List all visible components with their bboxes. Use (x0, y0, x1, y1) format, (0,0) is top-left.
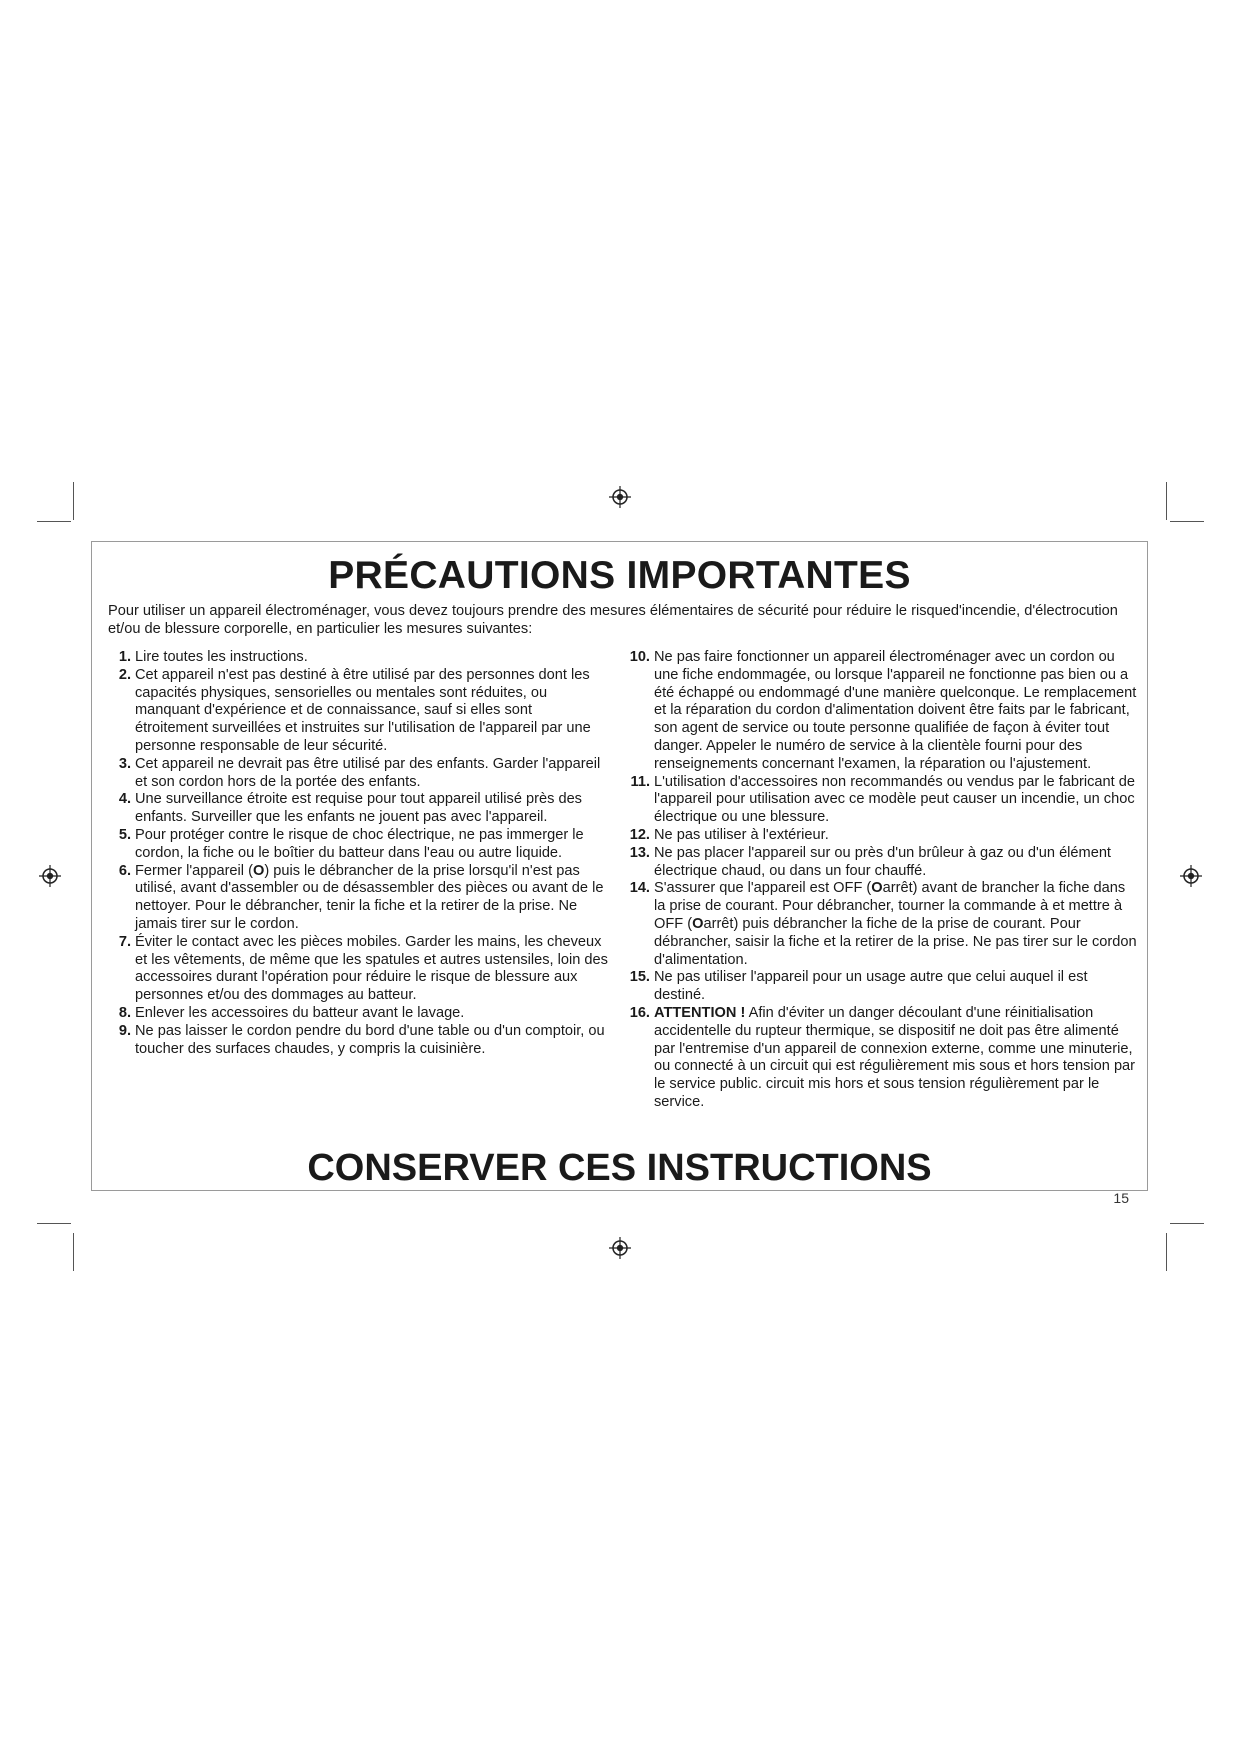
list-item: 9. Ne pas laisser le cordon pendre du bord d'une table ou d'un comptoir, ou toucher des surfaces chaudes, y compris la cuisinière. (118, 1022, 605, 1057)
page-title: PRÉCAUTIONS IMPORTANTES (328, 554, 911, 597)
intro-paragraph: Pour utiliser un appareil électroménager, vous devez toujours prendre des mesures élémentaires de sécurité pour réduire le risqued'incendie, d'électrocution et/ou de blessure corporelle, en particulier les mesures suivantes: (108, 603, 1118, 637)
list-item: 12. Ne pas utiliser à l'extérieur. (629, 826, 829, 843)
list-item: 4. Une surveillance étroite est requise pour tout appareil utilisé près des enfants. Surveiller que les enfants ne jouent pas avec l'appareil. (118, 791, 582, 826)
list-item: 14. S'assurer que l'appareil est OFF (Oarrêt) avant de brancher la fiche dans la prise de courant. Pour débrancher, tourner la commande à et mettre à OFF (Oarrêt) puis débrancher la fiche de la prise de courant. Pour débrancher, saisir la fiche et la retirer de la prise. Ne pas tirer sur le cordon d'alimentation. (629, 880, 1137, 968)
list-item: 8. Enlever les accessoires du batteur avant le lavage. (118, 1004, 465, 1021)
crop-mark (37, 1223, 71, 1224)
crop-mark (1170, 1223, 1204, 1224)
off-symbol-icon: O (871, 880, 883, 897)
list-item: 13. Ne pas placer l'appareil sur ou près d'un brûleur à gaz ou d'un élément électrique chaud, ou dans un four chauffé. (629, 844, 1111, 879)
registration-mark-icon (39, 865, 61, 887)
crop-mark (73, 1233, 74, 1271)
list-item: 16. ATTENTION ! Afin d'éviter un danger découlant d'une réinitialisation accidentelle du rupteur thermique, se dispositif ne doit pas être alimenté par l'entremise d'un appareil de connexion externe, comme une minuterie, ou connecté à un circuit qui est régulièrement mis sous et hors tension par le service public. circuit mis hors et sous tension régulièrement par le service. (629, 1004, 1136, 1110)
footer-title: CONSERVER CES INSTRUCTIONS (307, 1147, 932, 1189)
list-item: 7. Éviter le contact avec les pièces mobiles. Garder les mains, les cheveux et les vêtements, de même que les spatules et autres ustensiles, loin des accessoires durant l'opération pour réduire le risque de blessure aux personnes et/ou des dommages au batteur. (118, 933, 608, 1004)
off-symbol-icon: O (692, 915, 704, 932)
left-column-list (112, 649, 608, 1058)
list-item: 1. Lire toutes les instructions. (118, 649, 308, 665)
crop-mark (1166, 482, 1167, 520)
registration-mark-icon (609, 486, 631, 508)
list-item: 3. Cet appareil ne devrait pas être utilisé par des enfants. Garder l'appareil et son cordon hors de la portée des enfants. (118, 755, 601, 790)
page-number: 15 (1113, 1190, 1129, 1206)
crop-mark (1166, 1233, 1167, 1271)
list-item: 2. Cet appareil n'est pas destiné à être utilisé par des personnes dont les capacités physiques, sensorielles ou mentales sont réduites, ou manquant d'expérience et de connaissance, sauf si elles sont étroitement surveillées et instruites sur l'utilisation de l'appareil par une personne responsable de leur sécurité. (118, 666, 591, 754)
list-item: 6. Fermer l'appareil (O) puis le débrancher de la prise lorsqu'il n'est pas utilisé, avant d'assembler ou de désassembler des pièces ou avant de le nettoyer. Pour le débrancher, tenir la fiche et la retirer de la prise. Ne jamais tirer sur le cordon. (118, 862, 604, 932)
registration-mark-icon (609, 1237, 631, 1259)
attention-label: ATTENTION ! (654, 1004, 746, 1021)
list-item: 11. L'utilisation d'accessoires non recommandés ou vendus par le fabricant de l'appareil pour utilisation avec ce modèle peut causer un incendie, un choc électrique ou une blessure. (630, 773, 1135, 826)
list-item: 15. Ne pas utiliser l'appareil pour un usage autre que celui auquel il est destiné. (629, 969, 1088, 1004)
list-item: 5. Pour protéger contre le risque de choc électrique, ne pas immerger le cordon, la fiche ou le boîtier du batteur dans l'eau ou autre liquide. (118, 826, 584, 861)
off-symbol-icon: O (252, 862, 265, 879)
right-column-list (626, 649, 1138, 1112)
crop-mark (73, 482, 74, 520)
registration-mark-icon (1180, 865, 1202, 887)
crop-mark (1170, 521, 1204, 522)
list-item: 10. Ne pas faire fonctionner un appareil électroménager avec un cordon ou une fiche endommagée, ou lorsque l'appareil ne fonctionne pas bien ou a été échappé ou endommagé d'une manière quelconque. Le remplacement et la réparation du cordon d'alimentation doivent être faits par le fabricant, son agent de service ou toute personne qualifiée de façon à éviter tout danger. Appeler le numéro de service à la clientèle fourni pour des renseignements concernant l'examen, la réparation ou l'ajustement. (629, 649, 1137, 772)
crop-mark (37, 521, 71, 522)
page-frame (91, 541, 1148, 1206)
